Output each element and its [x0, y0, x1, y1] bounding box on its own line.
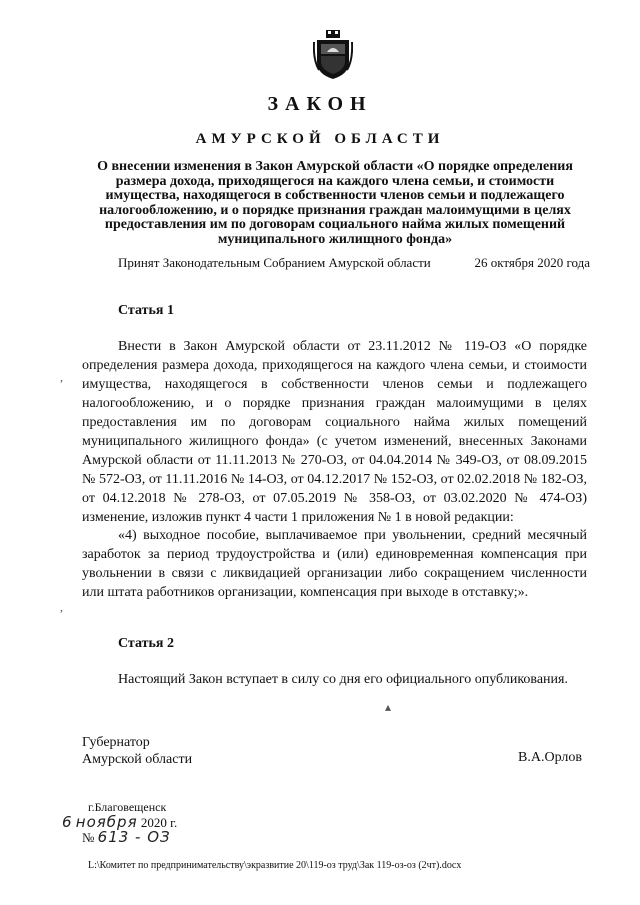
adoption-line — [118, 255, 590, 271]
file-path-footer: L:\Комитет по предпринимательству\экразвитие 20\119-оз труд\Зак 119-оз-оз (2чт).docx — [88, 860, 462, 871]
date-year: 2020 г. — [140, 815, 178, 830]
margin-mark: ▴ — [385, 700, 392, 714]
coat-of-arms-icon — [313, 30, 353, 80]
article-2-text: Настоящий Закон вступает в силу со дня его официального опубликования. — [118, 672, 568, 687]
handwritten-number: 613 - ОЗ — [97, 828, 171, 846]
handwritten-day: 6 — [62, 813, 73, 831]
article-1-text: Внести в Закон Амурской области от 23.11.2012 № 119-ОЗ «О порядке определения размера дохода, приходящегося на каждого члена семьи, и стоимости имущества, находящегося в собственности членов семьи и подлежащего налогообложению, и о порядке признания граждан малоимущими в целях предоставления им по договорам социального найма жилых помещений муниципального жилищного фонда» (с учетом изменений, внесенных Законами Амурской области от 11.11.2013 № 270-ОЗ, от 04.04.2014 № 349-ОЗ, от 08.09.2015 № 572-ОЗ, от 11.11.2016 № 14-ОЗ, от 04.12.2017 № 152-ОЗ, от 02.02.2018 № 182-ОЗ, от 04.12.2018 № 278-ОЗ, от 07.05.2019 № 358-ОЗ, от 03.02.2020 № 474-ОЗ) изменение, изложив пункт 4 части 1 приложения № 1 в новой редакции: — [82, 339, 587, 525]
adoption-date: 26 октября 2020 года — [474, 255, 590, 270]
law-title: ЗАКОН — [267, 93, 373, 115]
law-subtitle: О внесении изменения в Закон Амурской области «О порядке определения размера дохода, приходящегося на каждого члена семьи, и стоимости имущества, находящегося в собственности членов семьи и подлежащего налогообложению, и о порядке признания граждан малоимущими в целях предоставления им по договорам социального найма жилых помещений муниципального жилищного фонда» — [97, 159, 573, 247]
margin-mark: , — [60, 600, 63, 614]
region-title: АМУРСКОЙ ОБЛАСТИ — [195, 131, 445, 147]
position-line-2: Амурской области — [82, 752, 193, 767]
law-number — [82, 828, 171, 846]
article-1-quote: «4) выходное пособие, выплачиваемое при увольнении, средний месячный заработок за период трудоустройства и (или) единовременная компенсация при увольнении в связи с ликвидацией организации либо сокращением численности или штата работников организации, компенсация при выходе в отставку;». — [82, 528, 587, 600]
city: г.Благовещенск — [88, 800, 167, 814]
signatory-position — [82, 734, 192, 768]
article-2-heading: Статья 2 — [118, 636, 174, 651]
handwritten-month: ноября — [75, 813, 138, 831]
signatory-name: В.А.Орлов — [518, 750, 582, 765]
number-prefix: № — [82, 830, 95, 845]
article-1-heading: Статья 1 — [118, 303, 174, 318]
margin-mark: , — [60, 370, 63, 384]
position-line-1: Губернатор — [82, 735, 150, 750]
adopted-by: Принят Законодательным Собранием Амурской области — [118, 255, 431, 270]
